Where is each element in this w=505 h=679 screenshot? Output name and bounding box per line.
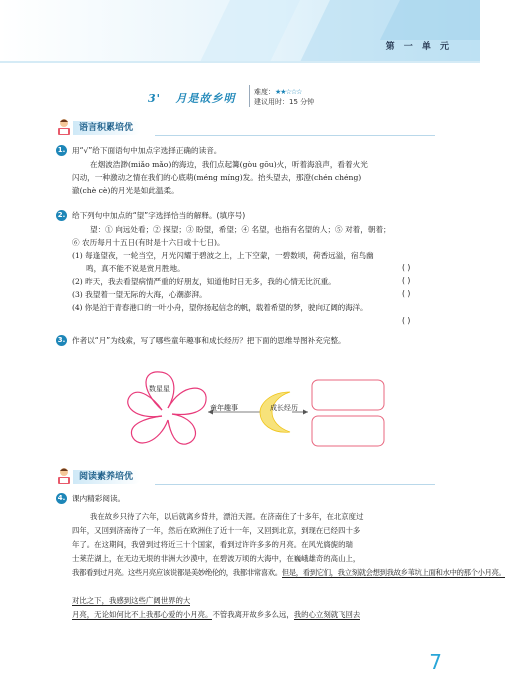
passage-line	[72, 566, 505, 579]
mind-map	[120, 370, 400, 455]
question-number: 3.	[57, 336, 66, 344]
answer-blank[interactable]: ( )	[402, 289, 411, 298]
childhood-label: 童年趣事	[210, 404, 238, 412]
passage-text: 我都看到过月亮。这些月亮应该说都是美妙绝伦的，我都非常喜欢。	[72, 568, 282, 577]
question-number: 2.	[57, 211, 66, 219]
q2-definition: ⑥ 农历每月十五日(有时是十六日或十七日)。	[72, 238, 225, 247]
section-title: 语言积累培优	[73, 121, 141, 135]
question-prompt: 给下列句中加点的“望”字选择恰当的解释。(填序号)	[72, 211, 246, 220]
underlined-text: 对比之下，我感到这些广阔世界的大	[72, 596, 191, 605]
difficulty	[254, 87, 301, 97]
q2-item: 鸣，真不能不说是赏月胜地。	[86, 264, 185, 273]
lesson-name: 月是故乡明	[175, 92, 236, 105]
flower-label: 数星星	[149, 385, 170, 393]
page-number: 7	[429, 650, 442, 674]
passage-line	[72, 608, 360, 621]
answer-blank[interactable]: ( )	[402, 316, 411, 325]
question-prompt: 用“√”给下面语句中加点字选择正确的读音。	[72, 146, 222, 155]
passage-text: 不管我离开故乡多么远，	[212, 610, 294, 619]
student-reading-icon	[55, 117, 75, 137]
unit-title: 第 一 单 元	[385, 42, 452, 52]
question-number: 4.	[57, 494, 66, 502]
q2-item: (3) 我望着一望无际的大海，心潮澎湃。	[72, 290, 207, 299]
section-rule	[155, 484, 435, 485]
underlined-text: 月亮，无论如何比不上我那心爱的小月亮。	[72, 610, 213, 619]
student-reading-icon	[55, 466, 75, 486]
underlined-text: 我的心立刻就飞回去	[293, 610, 361, 619]
passage-line	[72, 594, 190, 607]
question-prompt: 作者以“月”为线索，写了哪些童年趣事和成长经历？把下面的思维导图补充完整。	[72, 336, 346, 345]
q1-line: 闪动，一种激动之情在我们的心底萌(méng míng)发。抬头望去，那澄(chén chéng)	[72, 173, 362, 182]
passage-line: 我在故乡只待了六年，以后就离乡背井，漂泊天涯。在济南住了十多年，在北京度过	[90, 512, 364, 521]
lesson-title	[148, 90, 236, 106]
answer-blank[interactable]: ( )	[402, 263, 411, 272]
answer-box-1[interactable]	[312, 380, 384, 410]
difficulty-label: 难度：	[254, 88, 275, 96]
title-divider	[249, 85, 250, 107]
underlined-text: 但是，看到它们，我立刻就会想到我故乡苇坑上面和水中的那个小月亮。	[281, 568, 505, 577]
passage-line: 士莱茫湖上，在无边无垠的非洲大沙漠中，在碧波万顷的大海中，在巍峨雄奇的高山上，	[72, 554, 361, 563]
q2-item: (1) 每逢望夜，一轮当空，月光闪耀于碧波之上，上下空蒙，一碧数顷，荷香远溢，宿鸟幽	[72, 251, 374, 260]
section-rule	[155, 135, 435, 136]
suggested-time: 建议用时：15 分钟	[254, 98, 315, 106]
q2-item: (4) 你是泊于青春港口的一叶小舟，望你扬起信念的帆，载着希望的梦，驶向辽阔的海洋。	[72, 303, 368, 312]
answer-box-2[interactable]	[312, 416, 384, 446]
q1-line: 澈(chè cè)的月光是如此温柔。	[72, 186, 179, 195]
passage-line: 四年，又回到济南待了一年，然后在欧洲住了近十一年，又回到北京，到现在已经四十多	[72, 526, 361, 535]
passage-line: 年了。在这期间，我曾到过将近三十个国家，看到过许许多多的月亮。在风光旖旎的瑞	[72, 540, 353, 549]
question-prompt: 课内精彩阅读。	[72, 494, 126, 503]
section-title: 阅读素养培优	[73, 470, 141, 484]
lesson-number: 3'	[148, 92, 162, 105]
flower-shape	[128, 372, 206, 444]
q2-definition: 望：① 向远处看；② 探望；③ 盼望，希望；④ 名望，也指有名望的人；⑤ 对着，朝着；	[90, 225, 391, 234]
difficulty-stars: ★★☆☆☆	[275, 88, 302, 96]
section-header-language	[55, 117, 435, 139]
q1-line: 在烟波浩渺(miǎo mǎo)的海边，我们点起篝(gòu gōu)火，听着海浪声，看着火光	[90, 160, 368, 169]
question-number: 1.	[57, 146, 66, 154]
section-header-reading	[55, 466, 435, 488]
growth-label: 成长经历	[270, 404, 298, 412]
q2-item: (2) 昨天，我去看望病情严重的好朋友，知道他时日无多，我的心情无比沉重。	[72, 277, 336, 286]
answer-blank[interactable]: ( )	[402, 276, 411, 285]
